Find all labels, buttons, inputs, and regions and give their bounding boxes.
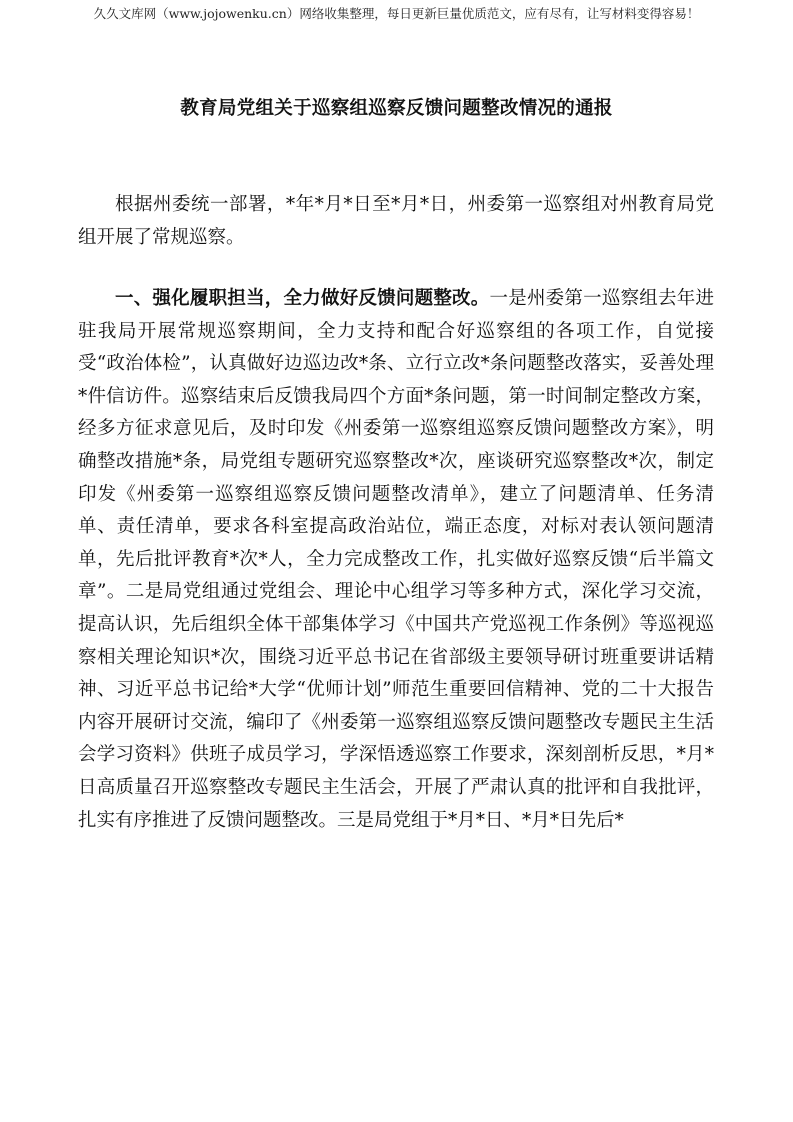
paragraph-intro-text: 根据州委统一部署，*年*月*日至*月*日，州委第一巡察组对州教育局党组开展了常规巡察。 <box>78 194 714 248</box>
section-one-heading: 一、强化履职担当，全力做好反馈问题整改。 <box>115 288 490 309</box>
paragraph-intro <box>78 189 714 254</box>
website-header-banner: 久久文库网（www.jojowenku.cn）网络收集整理，每日更新巨量优质范文，应有尽有，让写材料变得容易！ <box>93 6 700 21</box>
paragraph-section-one <box>78 283 714 837</box>
section-one-text: 一是州委第一巡察组去年进驻我局开展常规巡察期间，全力支持和配合好巡察组的各项工作，自觉接受“政治体检”，认真做好边巡边改*条、立行立改*条问题整改落实，妥善处理*件信访件。巡察结束后反馈我局四个方面*条问题，第一时间制定整改方案，经多方征求意见后，及时印发《州委第一巡察组巡察反馈问题整改方案》，明确整改措施*条，局党组专题研究巡察整改*次，座谈研究巡察整改*次，制定印发《州委第一巡察组巡察反馈问题整改清单》，建立了问题清单、任务清单、责任清单，要求各科室提高政治站位，端正态度，对标对表认领问题清单，先后批评教育*次*人，全力完成整改工作，扎实做好巡察反馈“后半篇文章”。二是局党组通过党组会、理论中心组学习等多种方式，深化学习交流，提高认识，先后组织全体干部集体学习《中国共产党巡视工作条例》等巡视巡察相关理论知识*次，围绕习近平总书记在省部级主要领导研讨班重要讲话精神、习近平总书记给*大学“优师计划”师范生重要回信精神、党的二十大报告内容开展研讨交流，编印了《州委第一巡察组巡察反馈问题整改专题民主生活会学习资料》供班子成员学习，学深悟透巡察工作要求，深刻剖析反思，*月*日高质量召开巡察整改专题民主生活会，开展了严肃认真的批评和自我批评，扎实有序推进了反馈问题整改。三是局党组于*月*日、*月*日先后* <box>78 288 714 831</box>
document-title: 教育局党组关于巡察组巡察反馈问题整改情况的通报 <box>180 98 613 119</box>
